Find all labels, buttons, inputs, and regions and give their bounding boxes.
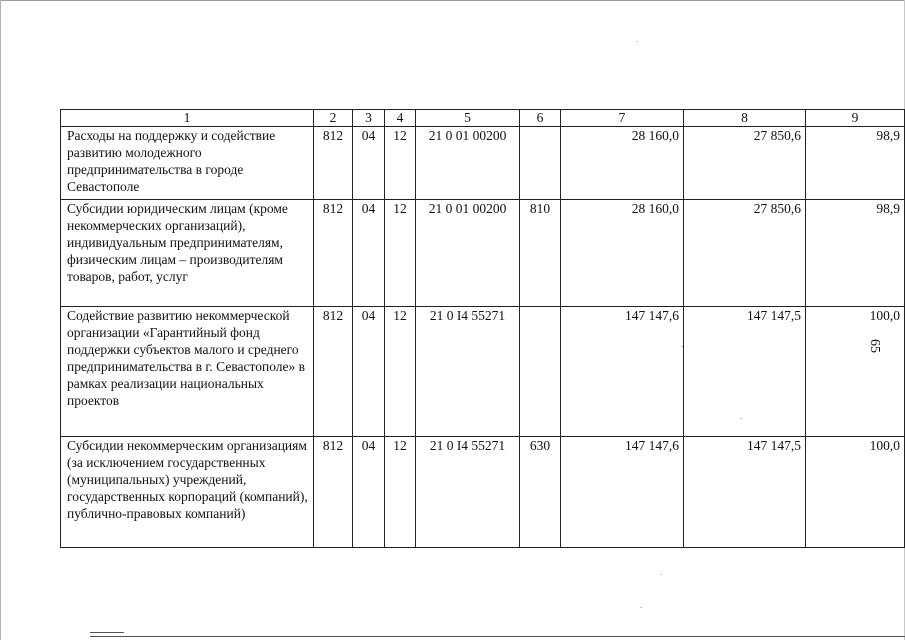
execution-percent-cell: 98,9 [806, 127, 905, 200]
expense-type-cell: 810 [520, 200, 561, 307]
expense-type-cell [520, 307, 561, 437]
page-number: 65 [867, 339, 882, 353]
subsection-code-cell: 12 [385, 437, 416, 548]
planned-amount-cell: 147 147,6 [561, 437, 684, 548]
execution-percent-cell: 100,0 [806, 437, 905, 548]
expense-name-cell: Субсидии юридическим лицам (кроме некоммерческих организаций), индивидуальным предпринимателям, физическим лицам – производителям товаров, работ, услуг [61, 200, 314, 307]
expense-name-cell: Содействие развитию некоммерческой организации «Гарантийный фонд поддержки субъектов малого и среднего предпринимательства в г. Севастополе» в рамках реализации национальных проектов [61, 307, 314, 437]
expense-name-cell: Субсидии некоммерческим организациям (за исключением государственных (муниципальных) учреждений, государственных корпораций (компаний), публично-правовых компаний) [61, 437, 314, 548]
actual-amount-cell: 27 850,6 [684, 200, 806, 307]
target-article-cell: 21 0 01 00200 [416, 127, 520, 200]
ministry-code-cell: 812 [314, 200, 353, 307]
section-code-cell: 04 [353, 127, 385, 200]
section-code-cell: 04 [353, 200, 385, 307]
column-header: 8 [684, 110, 806, 127]
planned-amount-cell: 28 160,0 [561, 127, 684, 200]
column-header: 3 [353, 110, 385, 127]
ministry-code-cell: 812 [314, 437, 353, 548]
column-header: 9 [806, 110, 905, 127]
table-row [61, 437, 905, 548]
target-article-cell: 21 0 I4 55271 [416, 437, 520, 548]
page-edge-left [0, 0, 1, 640]
page-edge-top [0, 0, 905, 1]
scan-speck [636, 41, 638, 42]
ministry-code-cell: 812 [314, 307, 353, 437]
column-header: 4 [385, 110, 416, 127]
bottom-rule-short [90, 632, 124, 633]
expense-type-cell: 630 [520, 437, 561, 548]
expense-type-cell [520, 127, 561, 200]
bottom-rule [90, 636, 905, 637]
budget-table [60, 109, 905, 548]
planned-amount-cell: 147 147,6 [561, 307, 684, 437]
planned-amount-cell: 28 160,0 [561, 200, 684, 307]
ministry-code-cell: 812 [314, 127, 353, 200]
section-code-cell: 04 [353, 307, 385, 437]
subsection-code-cell: 12 [385, 307, 416, 437]
column-header: 7 [561, 110, 684, 127]
execution-percent-cell: 98,9 [806, 200, 905, 307]
expense-name-cell: Расходы на поддержку и содействие развитию молодежного предпринимательства в городе Севастополе [61, 127, 314, 200]
table-row [61, 127, 905, 200]
scan-speck [640, 607, 642, 608]
actual-amount-cell: 147 147,5 [684, 307, 806, 437]
column-header: 6 [520, 110, 561, 127]
table-row [61, 200, 905, 307]
actual-amount-cell: 27 850,6 [684, 127, 806, 200]
target-article-cell: 21 0 01 00200 [416, 200, 520, 307]
table-row [61, 307, 905, 437]
subsection-code-cell: 12 [385, 200, 416, 307]
scan-speck [660, 574, 662, 575]
column-header: 2 [314, 110, 353, 127]
execution-percent-cell: 100,0 [806, 307, 905, 437]
section-code-cell: 04 [353, 437, 385, 548]
target-article-cell: 21 0 I4 55271 [416, 307, 520, 437]
subsection-code-cell: 12 [385, 127, 416, 200]
table-header-row [61, 110, 905, 127]
column-header: 5 [416, 110, 520, 127]
column-header: 1 [61, 110, 314, 127]
actual-amount-cell: 147 147,5 [684, 437, 806, 548]
